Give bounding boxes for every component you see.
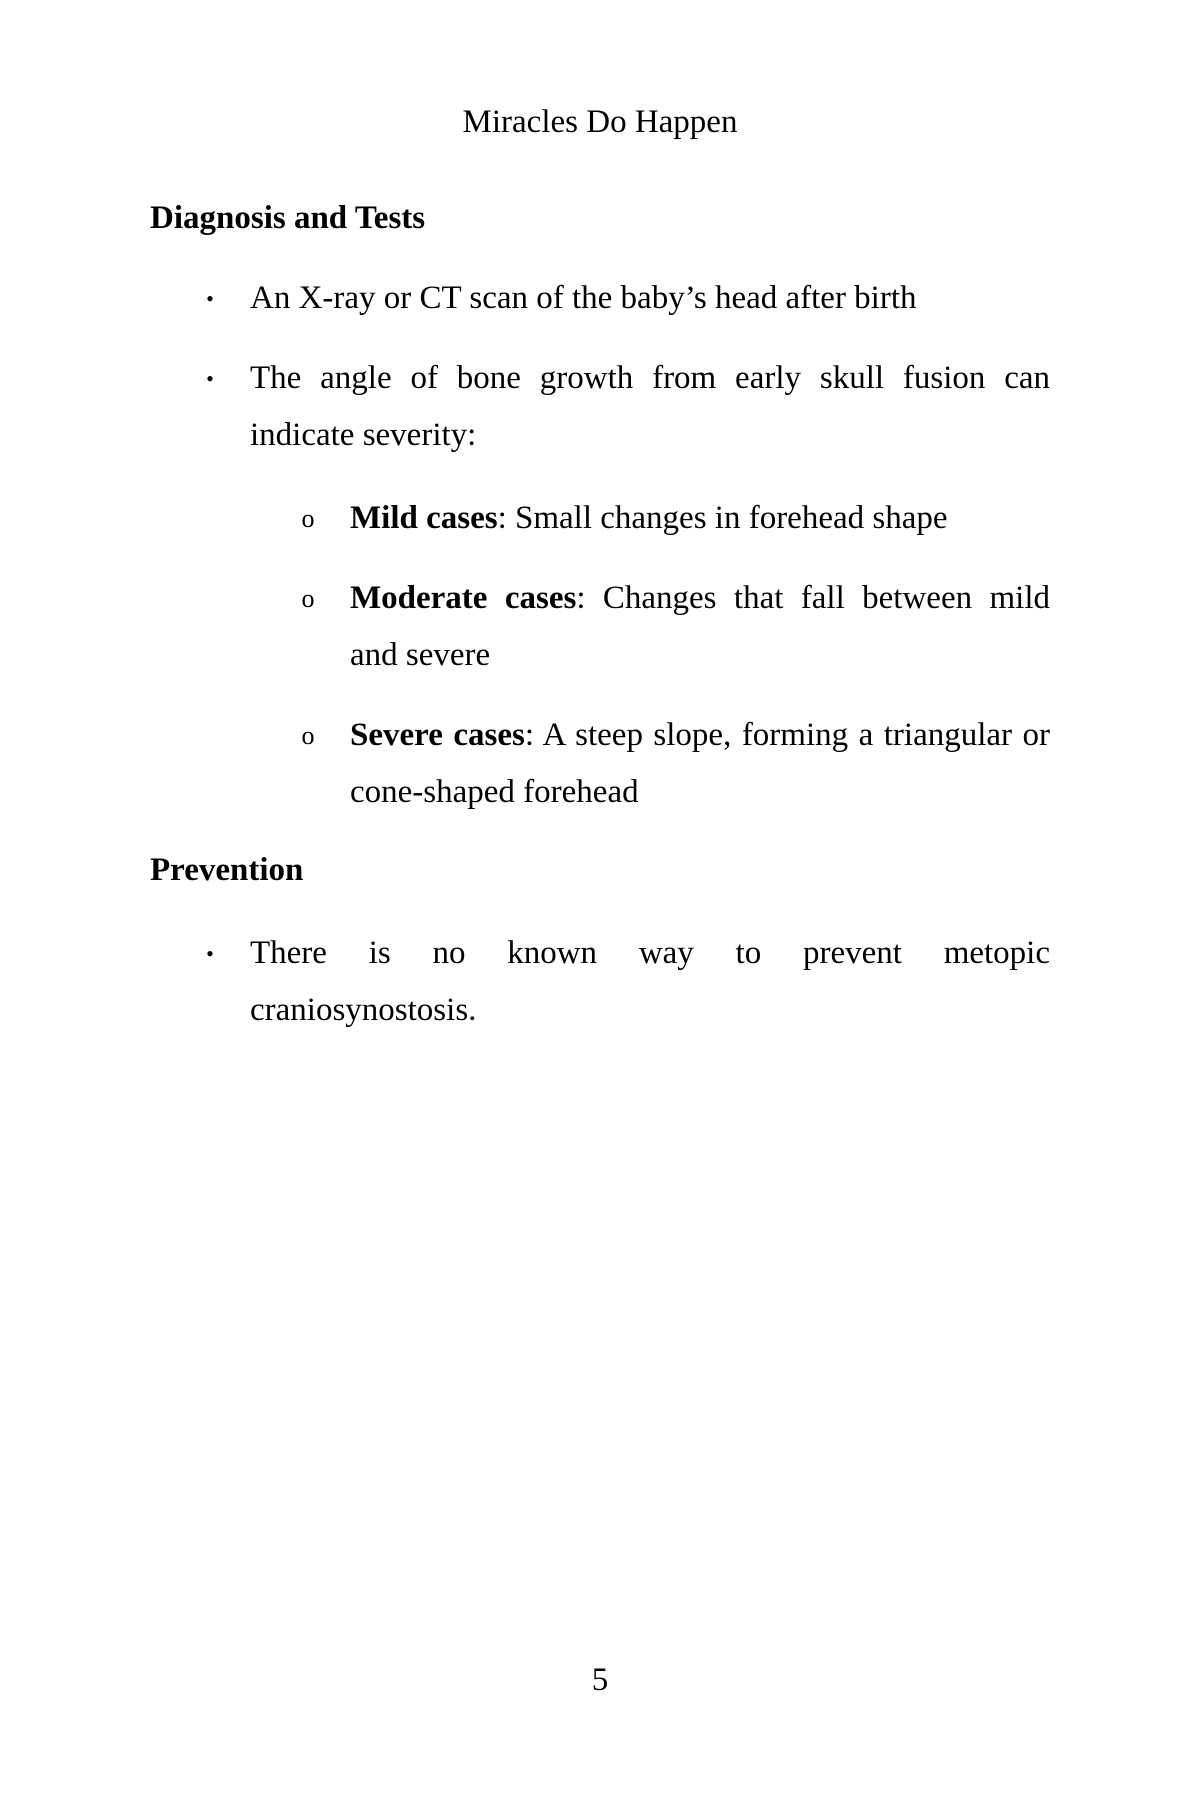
severity-term: Moderate cases (350, 580, 577, 616)
list-item (198, 350, 1050, 464)
circle-bullet-icon: o (301, 721, 315, 750)
sub-list-item-text (350, 570, 1050, 684)
sub-list-item-text (350, 707, 1050, 821)
severity-term: Severe cases (350, 717, 525, 753)
bullet-icon: • (206, 366, 214, 391)
circle-bullet-icon: o (301, 584, 315, 613)
running-head: Miracles Do Happen (462, 104, 738, 140)
severity-description: : A steep slope, forming a triangular or cone-shaped forehead (350, 717, 1050, 810)
circle-bullet-icon: o (301, 504, 315, 533)
list-item-text: An X-ray or CT scan of the baby’s head after birth (250, 280, 917, 316)
page-number: 5 (591, 1662, 609, 1698)
list-item-text: There is no known way to prevent metopic craniosynostosis. (250, 935, 1050, 1028)
sub-list-item (296, 490, 1050, 547)
list-item (198, 925, 1050, 1039)
list-item-text: The angle of bone growth from early skull fusion can indicate severity: (250, 360, 1050, 453)
bullet-icon: • (206, 286, 214, 311)
bullet-icon: • (206, 941, 214, 966)
severity-description: : Small changes in forehead shape (497, 500, 948, 536)
sub-list-item-text (350, 490, 1050, 547)
section-heading-diagnosis: Diagnosis and Tests (150, 200, 426, 236)
severity-description: : Changes that fall between mild and severe (350, 580, 1050, 673)
list-item (198, 270, 1050, 327)
sub-list-item (296, 707, 1050, 821)
severity-term: Mild cases (350, 500, 498, 536)
section-heading-prevention: Prevention (150, 852, 304, 888)
sub-list-item (296, 570, 1050, 684)
